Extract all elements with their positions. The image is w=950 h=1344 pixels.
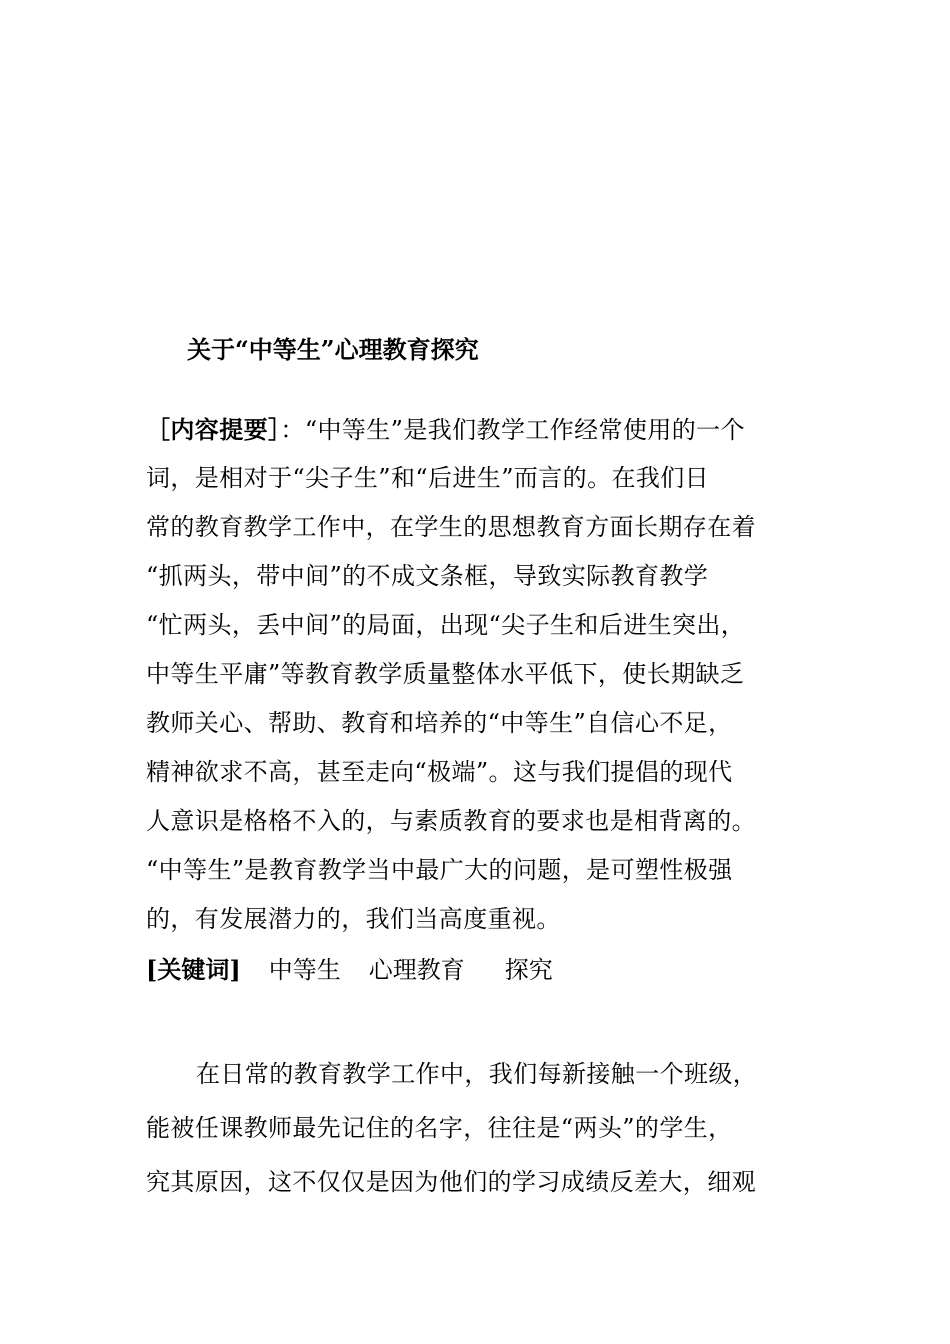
keyword-item: 探究 <box>504 956 553 984</box>
body-paragraph-line: 在日常的教育教学工作中，我们每新接触一个班级， <box>196 1060 758 1088</box>
abstract-label: ［内容提要］ <box>146 415 281 444</box>
keyword-item: 中等生 <box>268 956 341 984</box>
body-section <box>146 1047 826 1209</box>
body-paragraph-line: 能被任课教师最先记住的名字，往往是“两头”的学生， <box>146 1114 733 1142</box>
abstract-line: “忙两头，丢中间”的局面，出现“尖子生和后进生突出， <box>146 611 746 639</box>
abstract-line: “中等生”是教育教学当中最广大的问题，是可塑性极强 <box>146 856 733 884</box>
abstract-first-line-text: “中等生”是我们教学工作经常使用的一个 <box>304 416 745 444</box>
document-title: 关于“中等生”心理教育探究 <box>187 335 479 364</box>
abstract-line: 人意识是格格不入的，与素质教育的要求也是相背离的。 <box>146 807 756 835</box>
abstract-line: “抓两头，带中间”的不成文条框，导致实际教育教学 <box>146 562 709 590</box>
keyword-item: 心理教育 <box>368 956 465 984</box>
abstract-line: 中等生平庸”等教育教学质量整体水平低下，使长期缺乏 <box>146 660 745 688</box>
abstract-line: 精神欲求不高，甚至走向“极端”。这与我们提倡的现代 <box>146 758 733 786</box>
abstract-line: 的，有发展潜力的，我们当高度重视。 <box>146 905 561 933</box>
abstract-line: 词，是相对于“尖子生”和“后进生”而言的。在我们日 <box>146 464 710 492</box>
keywords-label: [关键词] <box>146 955 241 984</box>
body-paragraph-line: 究其原因，这不仅仅是因为他们的学习成绩反差大，细观 <box>146 1168 756 1196</box>
abstract-first-line <box>146 405 826 454</box>
abstract-line: 教师关心、帮助、教育和培养的“中等生”自信心不足， <box>146 709 733 737</box>
abstract-line: 常的教育教学工作中，在学生的思想教育方面长期存在着 <box>146 513 756 541</box>
abstract-colon: ： <box>280 416 305 444</box>
keywords-row <box>146 950 553 990</box>
abstract-section <box>146 405 826 944</box>
